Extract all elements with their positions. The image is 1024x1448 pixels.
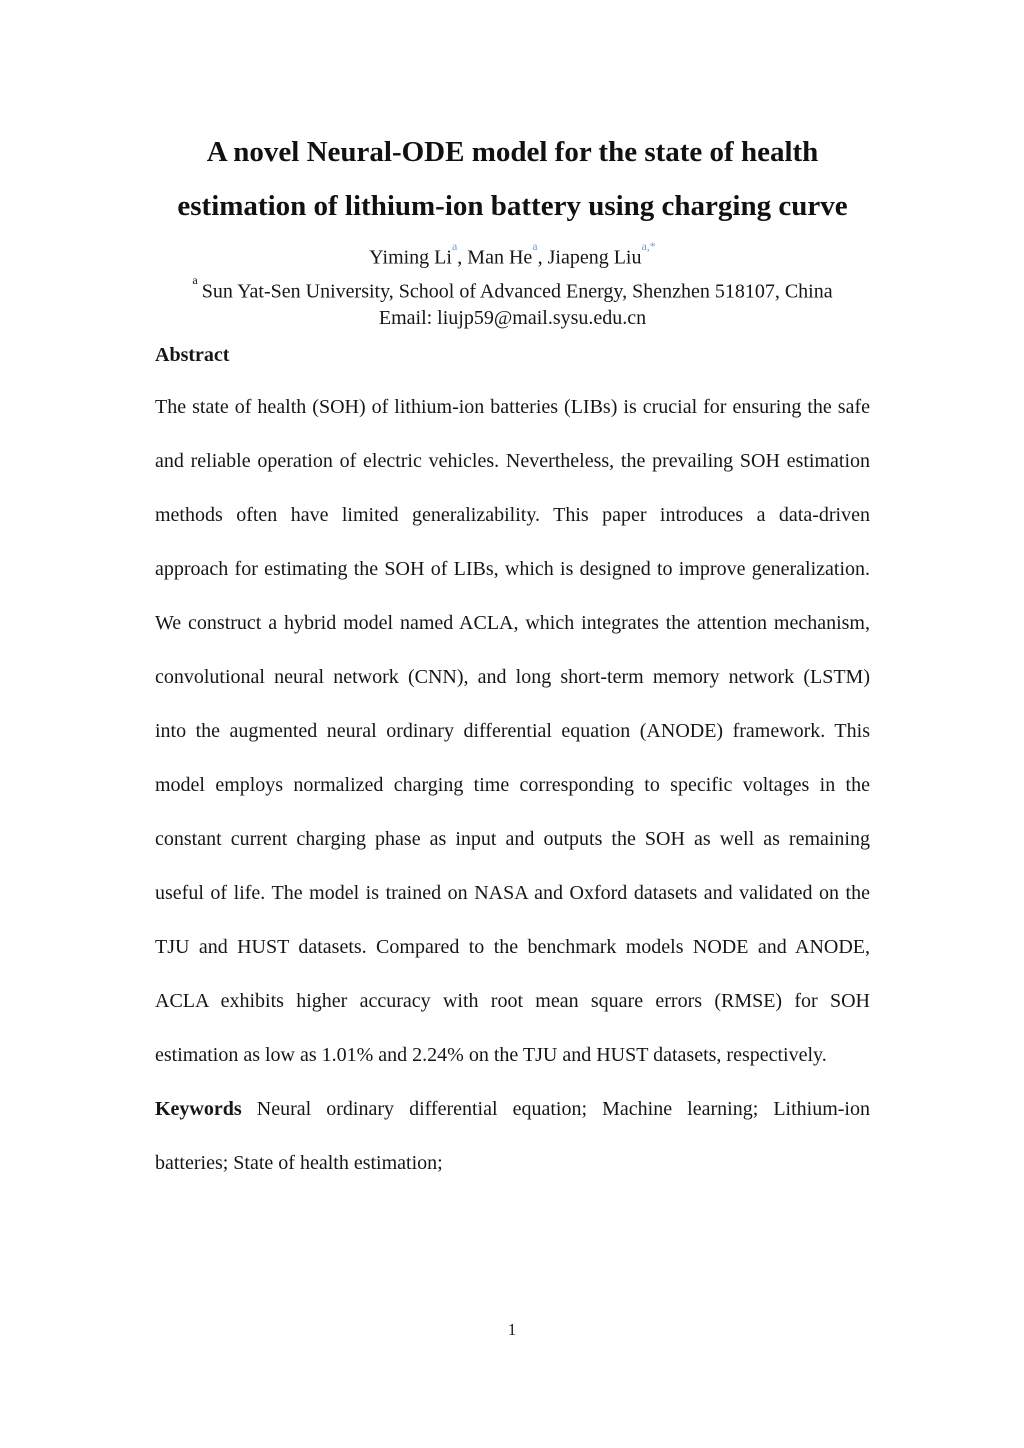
abstract-line-13: estimation as low as 1.01% and 2.24% on the TJU and HUST datasets, respectively. — [155, 1044, 827, 1067]
abstract-line-1: The state of health (SOH) of lithium-ion batteries (LIBs) is crucial for ensuring the safe — [155, 396, 870, 419]
page-number: 1 — [507, 1320, 517, 1339]
author-superscript-3: a,* — [641, 239, 656, 253]
abstract-line-3: methods often have limited generalizability. This paper introduces a data-driven — [155, 504, 870, 527]
author-name-3: , Jiapeng Liu — [537, 246, 642, 269]
paper-title — [155, 125, 870, 233]
author-superscript-2: a — [532, 239, 538, 253]
abstract-line-4: approach for estimating the SOH of LIBs, which is designed to improve generalization. — [155, 558, 870, 581]
abstract-line-2: and reliable operation of electric vehicles. Nevertheless, the prevailing SOH estimation — [155, 450, 870, 473]
affiliation-superscript: a — [192, 272, 198, 287]
author-line — [155, 238, 870, 272]
keywords-paragraph — [155, 1082, 870, 1190]
author-name-2: , Man He — [457, 246, 533, 269]
abstract-heading: Abstract — [155, 344, 230, 367]
author-name-1: Yiming Li — [369, 246, 452, 269]
keywords-text: Neural ordinary differential equation; Machine learning; Lithium-ion — [241, 1098, 870, 1121]
page-content — [155, 0, 870, 1190]
keywords-line-2: batteries; State of health estimation; — [155, 1152, 443, 1175]
keywords-line-1 — [155, 1082, 870, 1136]
abstract-line-5: We construct a hybrid model named ACLA, which integrates the attention mechanism, — [155, 612, 870, 635]
abstract-line-6: convolutional neural network (CNN), and long short-term memory network (LSTM) — [155, 666, 870, 689]
author-superscript-1: a — [451, 239, 458, 253]
abstract-line-8: model employs normalized charging time corresponding to specific voltages in the — [155, 774, 870, 797]
title-line-2: estimation of lithium-ion battery using charging curve — [177, 190, 848, 222]
abstract-line-7: into the augmented neural ordinary differential equation (ANODE) framework. This — [155, 720, 870, 743]
email-line: Email: liujp59@mail.sysu.edu.cn — [378, 307, 647, 330]
keywords-label: Keywords — [155, 1098, 242, 1121]
paper-header — [155, 125, 870, 332]
affiliation-line — [155, 272, 870, 306]
abstract-line-12: ACLA exhibits higher accuracy with root mean square errors (RMSE) for SOH — [155, 990, 870, 1013]
abstract-line-11: TJU and HUST datasets. Compared to the benchmark models NODE and ANODE, — [155, 936, 870, 959]
title-line-1: A novel Neural-ODE model for the state of health — [206, 136, 819, 168]
abstract-section — [155, 341, 870, 1190]
abstract-line-9: constant current charging phase as input and outputs the SOH as well as remaining — [155, 828, 870, 851]
abstract-line-10: useful of life. The model is trained on NASA and Oxford datasets and validated on the — [155, 882, 870, 905]
affiliation-text: Sun Yat-Sen University, School of Advanced Energy, Shenzhen 518107, China — [201, 280, 833, 303]
abstract-paragraph — [155, 380, 870, 1082]
